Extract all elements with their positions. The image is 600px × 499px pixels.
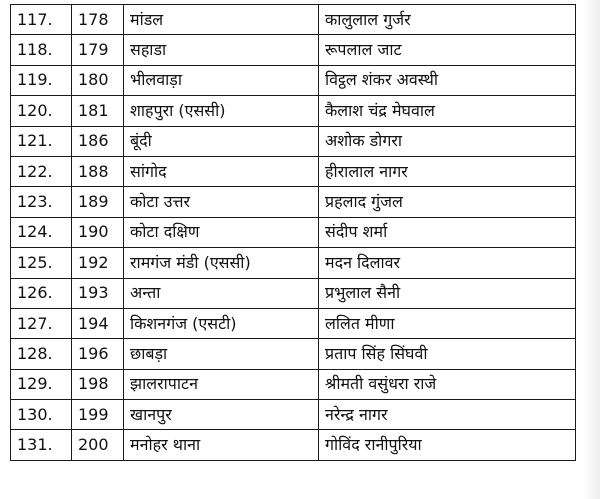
constituency-number-cell: 199 [72,400,124,430]
table-row [11,278,576,308]
constituency-name-cell: कोटा उत्तर [124,187,319,217]
serial-number-cell: 126. [11,278,72,308]
candidate-name-cell: रूपलाल जाट [319,35,576,65]
document-page [4,0,600,499]
constituency-name-cell: सांगोद [124,156,319,186]
serial-number-cell: 131. [11,430,72,460]
serial-number-cell: 124. [11,217,72,247]
constituency-name-cell: झालरापाटन [124,369,319,399]
candidate-name-cell: विट्ठल शंकर अवस्थी [319,65,576,95]
constituency-name-cell: छाबड़ा [124,339,319,369]
constituency-name-cell: खानपुर [124,400,319,430]
table-row [11,339,576,369]
candidate-name-cell: कालुलाल गुर्जर [319,5,576,35]
table-body [11,5,576,461]
candidate-name-cell: गोविंद रानीपुरिया [319,430,576,460]
candidate-name-cell: नरेन्द्र नागर [319,400,576,430]
candidate-name-cell: श्रीमती वसुंधरा राजे [319,369,576,399]
candidate-list-table [10,4,576,461]
constituency-number-cell: 192 [72,248,124,278]
constituency-name-cell: भीलवाड़ा [124,65,319,95]
constituency-number-cell: 200 [72,430,124,460]
constituency-name-cell: मनोहर थाना [124,430,319,460]
constituency-name-cell: सहाडा [124,35,319,65]
constituency-number-cell: 178 [72,5,124,35]
serial-number-cell: 127. [11,308,72,338]
serial-number-cell: 130. [11,400,72,430]
constituency-number-cell: 179 [72,35,124,65]
constituency-number-cell: 186 [72,126,124,156]
table-row [11,187,576,217]
table-row [11,5,576,35]
candidate-name-cell: प्रताप सिंह सिंघवी [319,339,576,369]
candidate-name-cell: मदन दिलावर [319,248,576,278]
serial-number-cell: 119. [11,65,72,95]
constituency-number-cell: 193 [72,278,124,308]
constituency-number-cell: 189 [72,187,124,217]
constituency-number-cell: 181 [72,96,124,126]
table-row [11,96,576,126]
candidate-name-cell: ललित मीणा [319,308,576,338]
serial-number-cell: 118. [11,35,72,65]
table-row [11,217,576,247]
serial-number-cell: 123. [11,187,72,217]
constituency-number-cell: 180 [72,65,124,95]
table-row [11,65,576,95]
serial-number-cell: 121. [11,126,72,156]
serial-number-cell: 125. [11,248,72,278]
table-row [11,248,576,278]
table-row [11,156,576,186]
candidate-name-cell: हीरालाल नागर [319,156,576,186]
candidate-name-cell: अशोक डोगरा [319,126,576,156]
serial-number-cell: 122. [11,156,72,186]
serial-number-cell: 117. [11,5,72,35]
constituency-name-cell: अन्ता [124,278,319,308]
candidate-name-cell: प्रहलाद गुंजल [319,187,576,217]
table-row [11,400,576,430]
table-row [11,35,576,65]
constituency-name-cell: रामगंज मंडी (एससी) [124,248,319,278]
constituency-number-cell: 198 [72,369,124,399]
candidate-name-cell: संदीप शर्मा [319,217,576,247]
constituency-name-cell: शाहपुरा (एससी) [124,96,319,126]
table-row [11,369,576,399]
table-row [11,126,576,156]
constituency-number-cell: 196 [72,339,124,369]
table-row [11,308,576,338]
constituency-number-cell: 188 [72,156,124,186]
constituency-number-cell: 190 [72,217,124,247]
constituency-name-cell: किशनगंज (एसटी) [124,308,319,338]
table-row [11,430,576,460]
page-edge-shadow [582,0,600,499]
candidate-name-cell: कैलाश चंद्र मेघवाल [319,96,576,126]
constituency-name-cell: बूंदी [124,126,319,156]
serial-number-cell: 129. [11,369,72,399]
constituency-name-cell: कोटा दक्षिण [124,217,319,247]
serial-number-cell: 120. [11,96,72,126]
serial-number-cell: 128. [11,339,72,369]
constituency-number-cell: 194 [72,308,124,338]
candidate-name-cell: प्रभुलाल सैनी [319,278,576,308]
constituency-name-cell: मांडल [124,5,319,35]
